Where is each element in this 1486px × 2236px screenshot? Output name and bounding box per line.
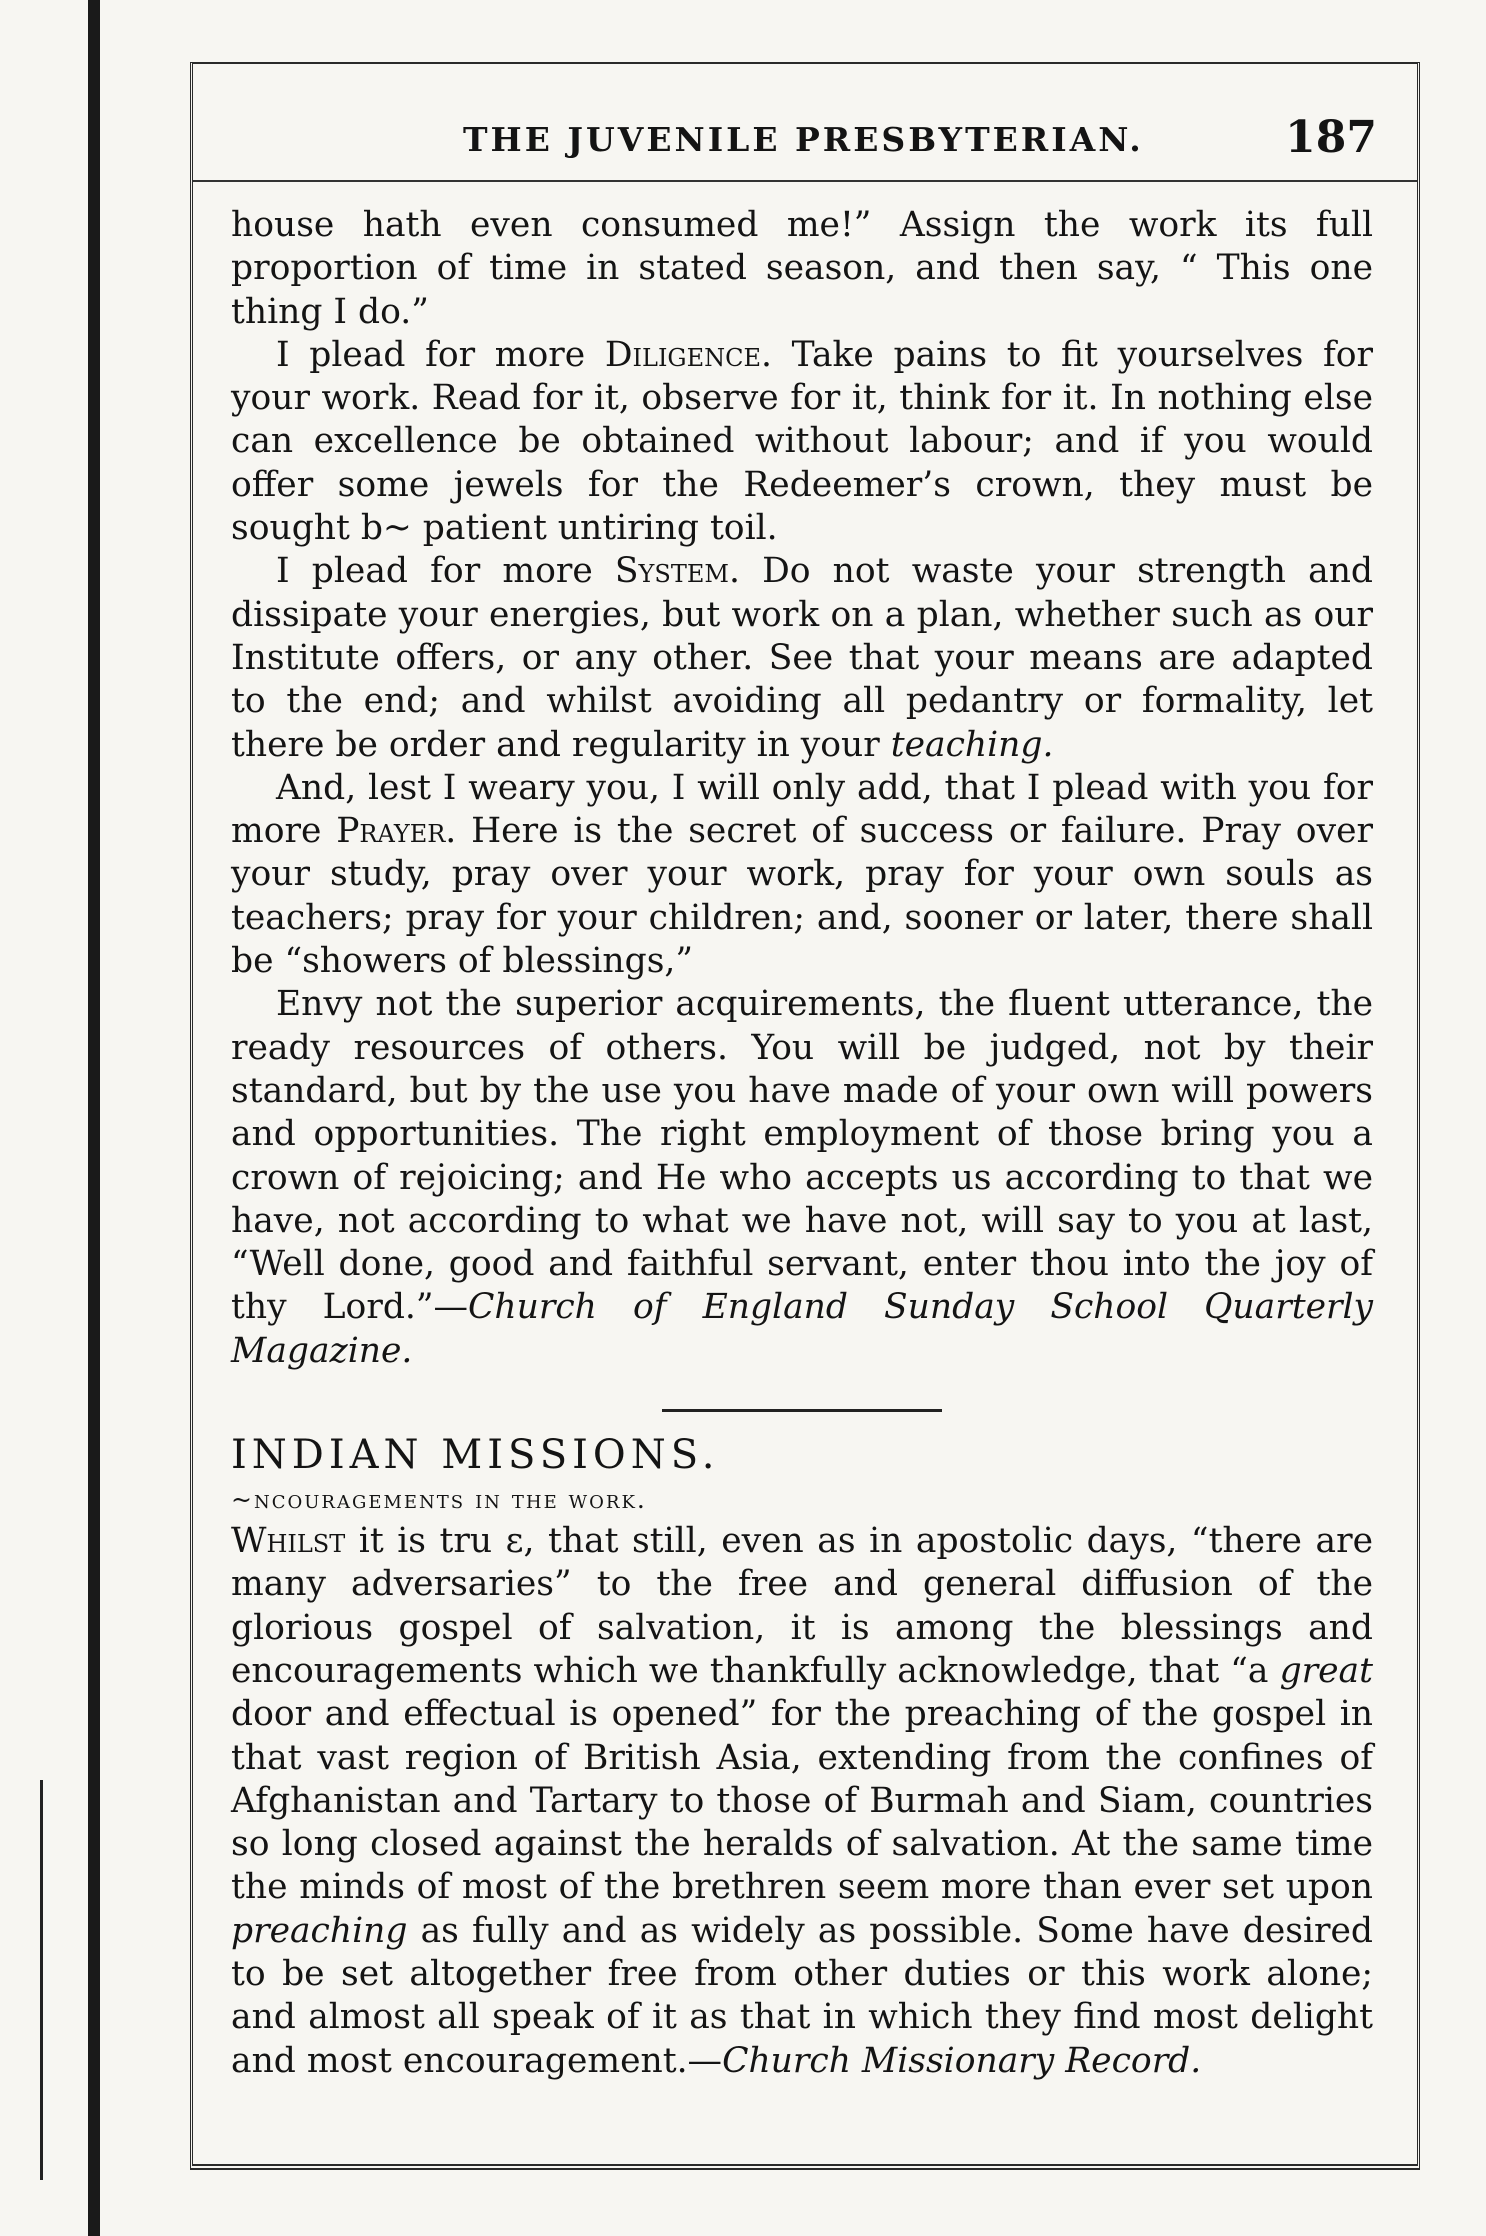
source-citation-1: Church of England Sunday School Quarterly Magazine. xyxy=(231,1287,1374,1371)
term-system: System xyxy=(614,551,729,592)
running-title: THE JUVENILE PRESBYTERIAN. xyxy=(463,120,1144,159)
binding-edge xyxy=(88,0,100,2236)
term-prayer: Prayer xyxy=(336,811,446,852)
paragraph-indian-missions: Whilst it is tru ε, that still, even as in apostolic days, “there are many adversaries” to the free and general diffusion of the glorious gospel of salvation, it is among the blessings and encouragements which we thankfully acknowledge, that “a great door and effectual is opened” for the preaching of the gospel in that vast region of British Asia, extending from the confines of Afghanistan and Tartary to those of Burmah and Siam, countries so long closed against the heralds of salvation. At the same time the minds of most of the brethren seem more than ever set upon preaching as fully and as widely as possible. Some have desired to be set altogether free from other duties or this work alone; and almost all speak of it as that in which they find most delight and most encouragement.—Church Missionary Record. xyxy=(231,1521,1373,2081)
article-title: INDIAN MISSIONS. xyxy=(231,1432,720,1479)
source-citation-2: Church Missionary Record. xyxy=(722,2040,1202,2081)
page-number: 187 xyxy=(1285,112,1377,163)
paragraph-envy: Envy not the superior acquirements, the fluent utterance, the ready resources of others. You will be judged, not by their standard, but by the use you have made of your own will powers and opportunities. The right employment of those bring you a crown of rejoicing; and He who accepts us according to that we have, not according to what we have not, will say to you at last, “Well done, good and faithful servant, enter thou into the joy of thy Lord.”—Church of England Sunday School Quarterly Magazine. xyxy=(231,984,1374,1371)
lead-word: Whilst xyxy=(231,1521,346,1562)
binding-edge-thin xyxy=(40,1780,43,2180)
paragraph-diligence: I plead for more Diligence. Take pains to fit yourselves for your work. Read for it, observe for it, think for it. In nothing else can excellence be obtained without labour; and if you would offer some jewels for the Redeemer’s crown, they must be sought b~ patient untiring toil. xyxy=(231,334,1373,549)
paragraph-system: I plead for more System. Do not waste your strength and dissipate your energies, but work on a plan, whether such as our Institute offers, or any other. See that your means are adapted to the end; and whilst avoiding all pedantry or formality, let there be order and regularity in your teaching. xyxy=(231,551,1374,765)
paragraph-1: house hath even consumed me!” Assign the work its full proportion of time in stated season, and then say, “ This one thing I do.” xyxy=(231,205,1373,332)
paragraph-prayer: And, lest I weary you, I will only add, that I plead with you for more Prayer. Here is the secret of success or failure. Pray over your study, pray over your work, pray for your own souls as teachers; pray for your children; and, sooner or later, there shall be “showers of blessings,” xyxy=(231,767,1373,982)
section-divider xyxy=(662,1409,942,1412)
page-body xyxy=(231,204,1373,2083)
term-diligence: Diligence xyxy=(604,334,761,375)
running-head xyxy=(193,112,1417,182)
article-subtitle: ~ncouragements in the work. xyxy=(231,1485,647,1515)
page xyxy=(190,62,1420,2170)
